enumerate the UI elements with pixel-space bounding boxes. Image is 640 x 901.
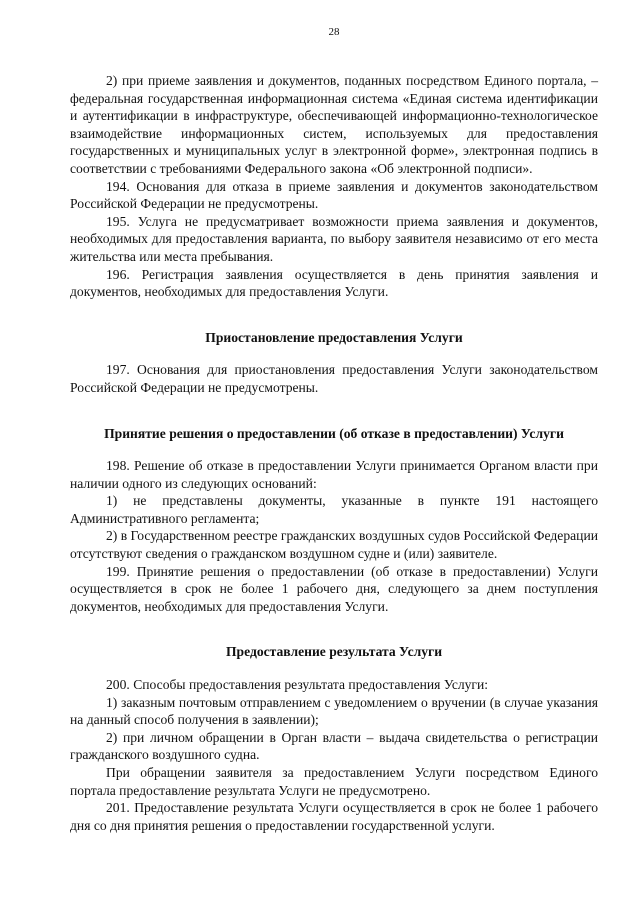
page-number: 28 [328, 26, 340, 38]
paragraph: 196. Регистрация заявления осуществляется в день принятия заявления и документов, необходимых для предоставления Услуги. [70, 266, 598, 300]
paragraph: 2) в Государственном реестре гражданских воздушных судов Российской Федерации отсутствуют сведения о гражданском воздушном судне и (или) заявителе. [70, 528, 598, 562]
paragraph: 201. Предоставление результата Услуги осуществляется в срок не более 1 рабочего дня со дня принятия решения о предоставлении государственной услуги. [70, 800, 598, 833]
paragraph: 1) не представлены документы, указанные в пункте 191 настоящего Административного регламента; [70, 493, 598, 526]
paragraph: 198. Решение об отказе в предоставлении Услуги принимается Органом власти при наличии одного из следующих оснований: [70, 458, 598, 491]
paragraph: 197. Основания для приостановления предоставления Услуги законодательством Российской Федерации не предусмотрены. [70, 362, 598, 395]
paragraph: 194. Основания для отказа в приеме заявления и документов законодательством Российской Федерации не предусмотрены. [70, 178, 598, 212]
paragraph: 199. Принятие решения о предоставлении (об отказе в предоставлении) Услуги осуществляется в срок не более 1 рабочего дня, следующего за днем поступления документов, необходимых для предоставления Услуги. [70, 563, 598, 614]
paragraph: 195. Услуга не предусматривает возможности приема заявления и документов, необходимых для предоставления варианта, по выбору заявителя независимо от его места жительства или места пребывания. [70, 213, 598, 264]
paragraph: При обращении заявителя за предоставлением Услуги посредством Единого портала предоставление результата Услуги не предусмотрено. [70, 765, 598, 798]
paragraph: 2) при приеме заявления и документов, поданных посредством Единого портала, – федеральная государственная информационная система «Единая система идентификации и аутентификации в инфраструктуре, обеспечивающей информационно-технологическое взаимодействие информационных систем, используемых для предоставления государственных и муниципальных услуг в электронной форме», электронная подпись в соответствии с требованиями Федерального закона «Об электронной подписи». [70, 73, 598, 176]
paragraph: 200. Способы предоставления результата предоставления Услуги: [106, 677, 489, 693]
section-heading: Принятие решения о предоставлении (об отказе в предоставлении) Услуги [104, 425, 564, 441]
paragraph: 2) при личном обращении в Орган власти – выдача свидетельства о регистрации гражданского воздушного судна. [70, 729, 598, 763]
section-heading: Приостановление предоставления Услуги [205, 329, 463, 345]
document-body [70, 72, 598, 834]
section-heading: Предоставление результата Услуги [225, 644, 443, 660]
paragraph: 1) заказным почтовым отправлением с уведомлением о вручении (в случае указания на данный способ получения в заявлении); [70, 694, 598, 728]
